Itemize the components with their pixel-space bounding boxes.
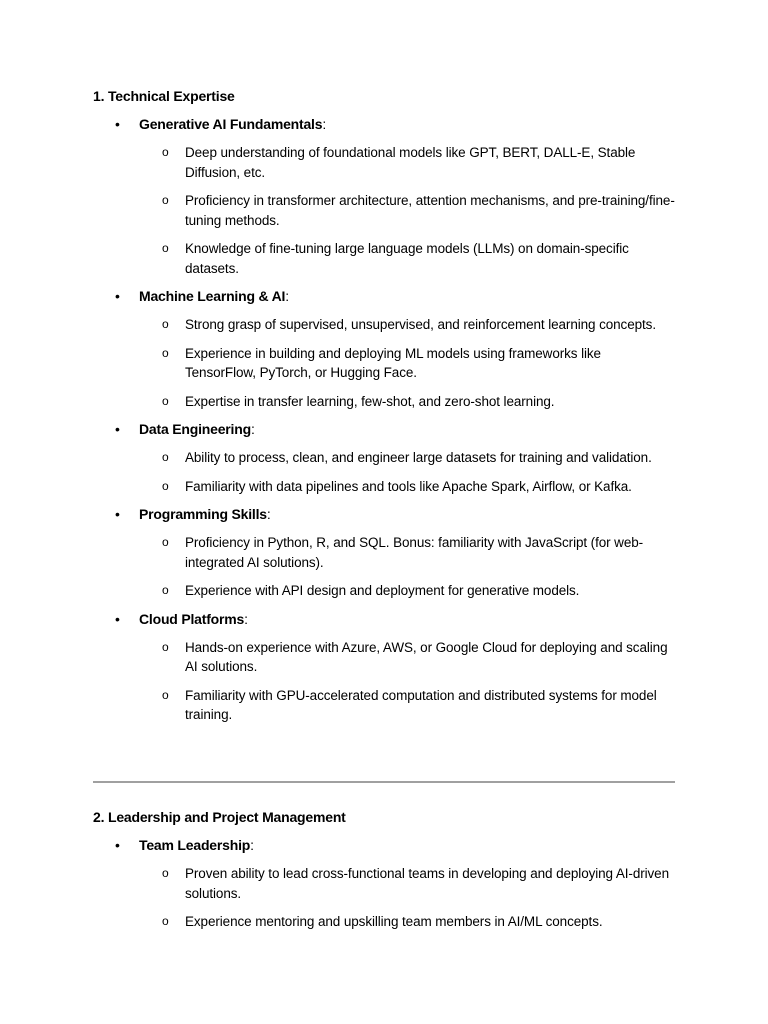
topic-programming-skills [93,504,675,601]
item-text: Experience in building and deploying ML models using frameworks like TensorFlow, PyTorch, or Hugging Face. [185,345,601,380]
bullet-circle: o [162,241,169,255]
item-text: Familiarity with GPU-accelerated computation and distributed systems for model training. [185,687,657,722]
list-item [93,533,675,572]
topic-data-engineering [93,419,675,496]
bullet-dot: • [115,610,120,627]
sub-list [93,448,675,496]
topic-heading [93,419,675,439]
bullet-circle: o [162,478,169,493]
topic-colon: : [285,288,289,304]
horizontal-divider [93,781,675,783]
topic-team-leadership [93,835,675,932]
topic-cloud-platforms [93,609,675,725]
list-item [93,448,675,468]
bullet-circle: o [162,345,169,360]
topic-name: Machine Learning & AI [139,288,286,304]
topic-heading [93,286,675,306]
topic-colon: : [244,610,248,627]
bullet-circle: o [162,393,169,408]
topic-name: Data Engineering [139,421,251,437]
bullet-dot: • [115,837,120,853]
topic-name: Cloud Platforms [139,610,245,627]
topic-heading [93,609,675,629]
item-text: Knowledge of fine-tuning large language models (LLMs) on domain-specific datasets. [185,241,629,276]
list-item [93,315,675,335]
topic-colon: : [250,421,255,437]
sub-list [93,315,675,411]
item-text: Hands-on experience with Azure, AWS, or Google Cloud for deploying and scaling AI solutions. [185,639,668,674]
item-text: Strong grasp of supervised, unsupervised, and reinforcement learning concepts. [185,317,656,332]
item-text: Experience mentoring and upskilling team members in AI/ML concepts. [185,914,603,929]
bullet-dot: • [115,421,120,437]
item-text: Deep understanding of foundational models like GPT, BERT, DALL-E, Stable Diffusion, etc. [185,145,636,180]
item-text: Expertise in transfer learning, few-shot, and zero-shot learning. [185,393,555,409]
list-item [93,581,675,601]
list-item [93,143,675,182]
topic-name: Programming Skills [139,506,267,522]
bullet-circle: o [162,687,169,702]
bullet-circle: o [162,914,169,928]
list-item [93,191,675,230]
section-leadership [93,807,675,932]
bullet-circle: o [162,450,169,464]
topic-colon: : [250,837,254,853]
topic-colon: : [266,506,271,522]
bullet-circle: o [162,535,169,549]
bullet-circle: o [162,317,169,331]
item-text: Ability to process, clean, and engineer large datasets for training and validation. [185,450,652,465]
item-text: Proficiency in Python, R, and SQL. Bonus: familiarity with JavaScript (for web-integrated AI solutions). [185,535,644,570]
list-item [93,638,675,677]
topic-colon: : [322,116,327,132]
topic-generative-ai [93,114,675,278]
list-item [93,344,675,383]
sub-list [93,864,675,932]
item-text: Proven ability to lead cross-functional teams in developing and deploying AI-driven solutions. [185,866,669,901]
section-title: 2. Leadership and Project Management [93,809,346,825]
list-item [93,392,675,412]
item-text: Familiarity with data pipelines and tools like Apache Spark, Airflow, or Kafka. [185,478,632,494]
topic-name: Team Leadership [139,837,251,853]
list-item [93,912,675,932]
sub-list [93,143,675,278]
bullet-dot: • [115,288,120,304]
sub-list [93,638,675,725]
list-item [93,477,675,497]
topic-heading [93,835,675,855]
topic-machine-learning [93,286,675,411]
section-title: 1. Technical Expertise [93,88,235,104]
bullet-circle: o [162,583,169,597]
bullet-circle: o [162,866,169,880]
sub-list [93,533,675,601]
bullet-circle: o [162,145,169,159]
bullet-circle: o [162,639,169,654]
bullet-circle: o [162,193,169,207]
list-item [93,864,675,903]
section-technical-expertise [93,86,675,725]
bullet-dot: • [115,116,120,132]
topic-name: Generative AI Fundamentals [139,116,323,132]
topic-heading [93,504,675,524]
list-item [93,239,675,278]
item-text: Experience with API design and deployment for generative models. [185,583,580,598]
topic-heading [93,114,675,134]
item-text: Proficiency in transformer architecture, attention mechanisms, and pre-training/fine-tuning methods. [185,193,675,228]
bullet-dot: • [115,506,120,522]
list-item [93,686,675,725]
